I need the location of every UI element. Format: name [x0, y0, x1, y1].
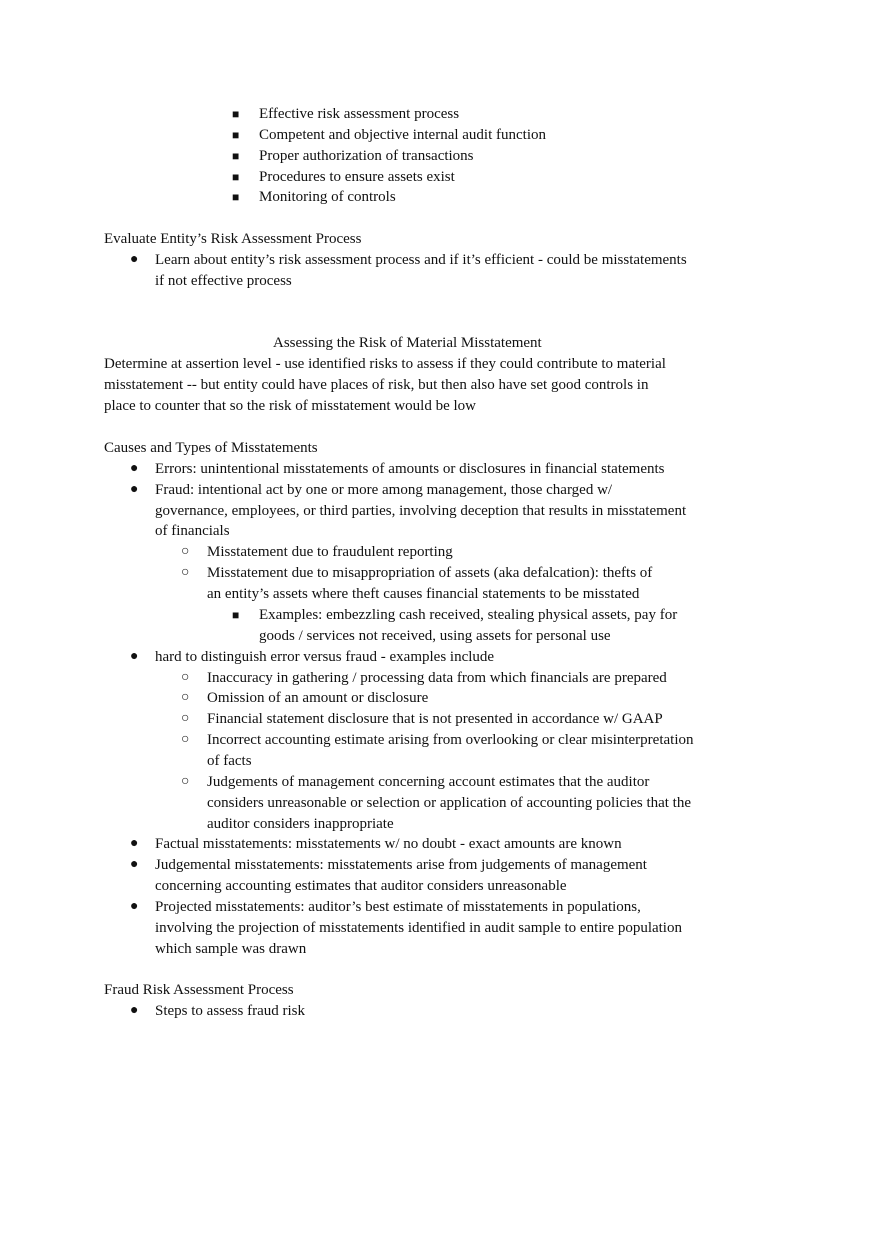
- bullet-text: auditor considers inappropriate: [207, 816, 394, 832]
- square-bullet: ■: [232, 190, 240, 204]
- bullet-text: of financials: [155, 523, 230, 539]
- square-bullet: ■: [232, 170, 240, 184]
- list-item: Proper authorization of transactions: [259, 148, 474, 164]
- bullet-text: governance, employees, or third parties, involving deception that results in misstatement: [155, 503, 687, 519]
- circle-bullet: ○: [181, 774, 190, 789]
- bullet-text: Errors: unintentional misstatements of amounts or disclosures in financial statements: [155, 461, 665, 477]
- circle-bullet: ○: [181, 732, 190, 747]
- bullet-text: Learn about entity’s risk assessment process and if it’s efficient - could be misstatements: [155, 252, 687, 268]
- bullet-text: Misstatement due to misappropriation of assets (aka defalcation): thefts of: [207, 565, 653, 581]
- square-bullet: ■: [232, 608, 240, 622]
- bullet-text: Incorrect accounting estimate arising from overlooking or clear misinterpretation: [207, 732, 694, 748]
- section-title: Assessing the Risk of Material Misstatement: [273, 335, 542, 351]
- list-item: Monitoring of controls: [259, 189, 396, 205]
- bullet-text: of facts: [207, 753, 252, 769]
- bullet-text: Fraud: intentional act by one or more among management, those charged w/: [155, 482, 613, 498]
- section-heading: Causes and Types of Misstatements: [104, 440, 318, 456]
- paragraph-line: Determine at assertion level - use identified risks to assess if they could contribute to material: [104, 356, 666, 372]
- bullet-text: Misstatement due to fraudulent reporting: [207, 544, 453, 560]
- disc-bullet: ●: [130, 857, 139, 872]
- disc-bullet: ●: [130, 649, 139, 664]
- square-bullet: ■: [232, 107, 240, 121]
- disc-bullet: ●: [130, 461, 139, 476]
- bullet-text: if not effective process: [155, 273, 292, 289]
- list-item: Competent and objective internal audit function: [259, 127, 546, 143]
- disc-bullet: ●: [130, 836, 139, 851]
- circle-bullet: ○: [181, 544, 190, 559]
- bullet-text: considers unreasonable or selection or application of accounting policies that the: [207, 795, 692, 811]
- bullet-text: hard to distinguish error versus fraud - examples include: [155, 649, 495, 665]
- paragraph-line: misstatement -- but entity could have places of risk, but then also have set good controls in: [104, 377, 649, 393]
- bullet-text: Examples: embezzling cash received, stealing physical assets, pay for: [259, 607, 678, 623]
- bullet-text: Financial statement disclosure that is not presented in accordance w/ GAAP: [207, 711, 663, 727]
- bullet-text: goods / services not received, using assets for personal use: [259, 628, 611, 644]
- circle-bullet: ○: [181, 690, 190, 705]
- square-bullet: ■: [232, 128, 240, 142]
- bullet-text: which sample was drawn: [155, 941, 307, 957]
- bullet-text: Projected misstatements: auditor’s best estimate of misstatements in populations,: [155, 899, 641, 915]
- section-heading: Fraud Risk Assessment Process: [104, 982, 294, 998]
- bullet-text: Judgements of management concerning account estimates that the auditor: [207, 774, 650, 790]
- square-bullet: ■: [232, 149, 240, 163]
- circle-bullet: ○: [181, 565, 190, 580]
- bullet-text: concerning accounting estimates that auditor considers unreasonable: [155, 878, 567, 894]
- disc-bullet: ●: [130, 482, 139, 497]
- circle-bullet: ○: [181, 711, 190, 726]
- circle-bullet: ○: [181, 670, 190, 685]
- paragraph-line: place to counter that so the risk of misstatement would be low: [104, 398, 476, 414]
- bullet-text: Judgemental misstatements: misstatements arise from judgements of management: [155, 857, 647, 873]
- bullet-text: involving the projection of misstatements identified in audit sample to entire population: [155, 920, 682, 936]
- bullet-text: Omission of an amount or disclosure: [207, 690, 429, 706]
- bullet-text: Steps to assess fraud risk: [155, 1003, 305, 1019]
- section-heading: Evaluate Entity’s Risk Assessment Process: [104, 231, 362, 247]
- list-item: Effective risk assessment process: [259, 106, 460, 122]
- disc-bullet: ●: [130, 252, 139, 267]
- disc-bullet: ●: [130, 899, 139, 914]
- bullet-text: Inaccuracy in gathering / processing data from which financials are prepared: [207, 670, 667, 686]
- bullet-text: Factual misstatements: misstatements w/ no doubt - exact amounts are known: [155, 836, 622, 852]
- bullet-text: an entity’s assets where theft causes financial statements to be misstated: [207, 586, 640, 602]
- list-item: Procedures to ensure assets exist: [259, 169, 455, 185]
- disc-bullet: ●: [130, 1003, 139, 1018]
